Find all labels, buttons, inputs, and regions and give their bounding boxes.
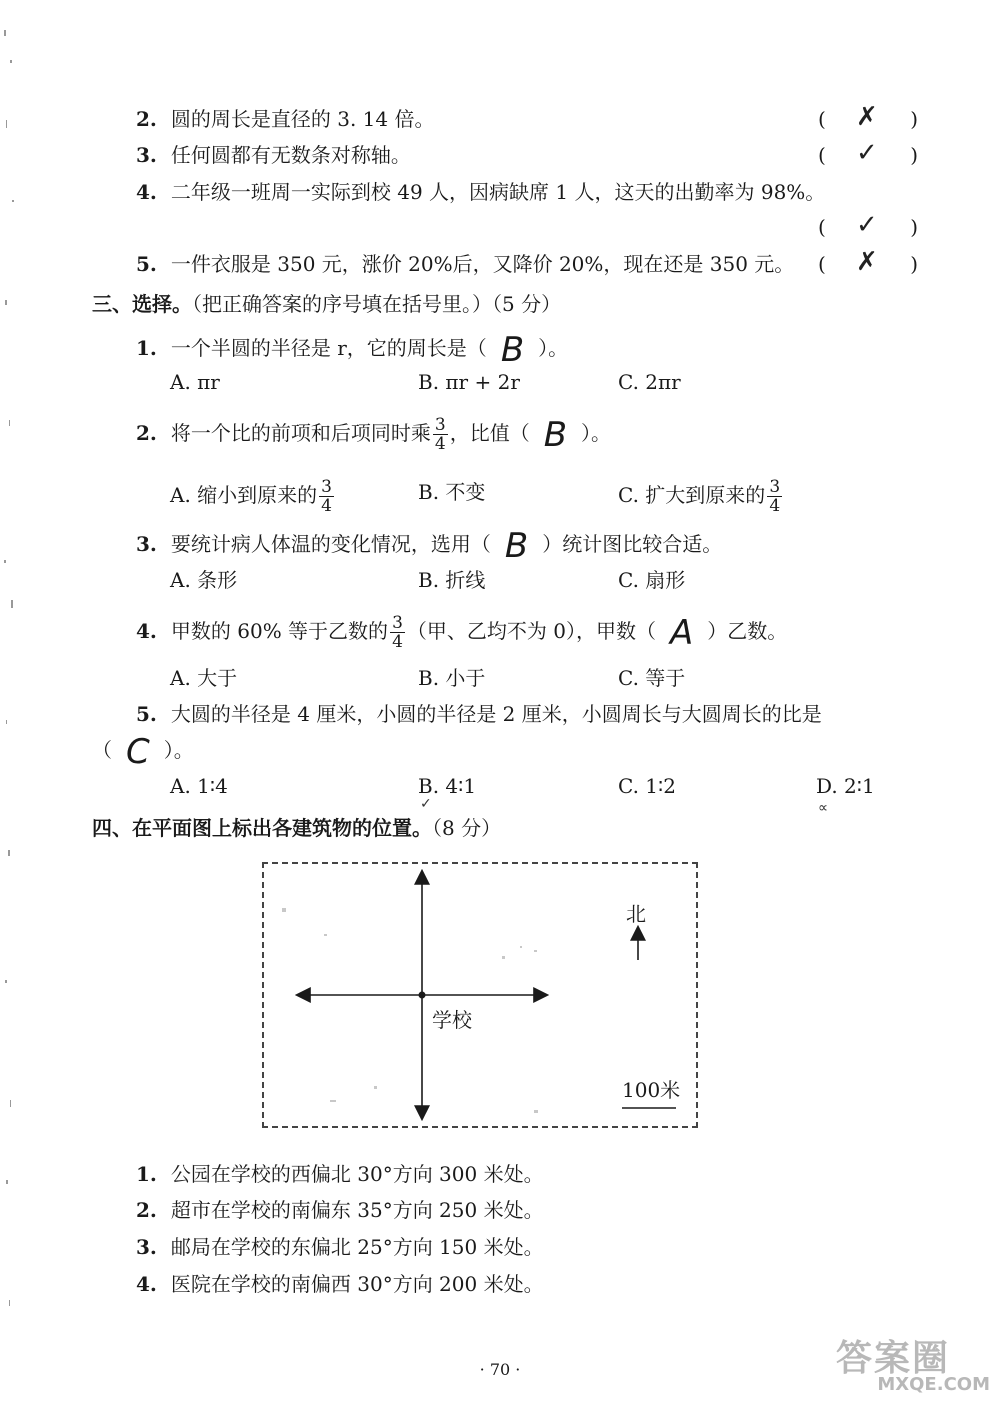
option-b: B. 4∶1: [418, 774, 477, 798]
question-text-mid: （甲、乙均不为 0），甲数（: [406, 619, 656, 643]
option-b: B. πr + 2r: [418, 370, 520, 394]
answer-parens: ( ✓ ): [818, 138, 918, 168]
option-a: A. 大于: [170, 666, 238, 690]
question-text-end: ）。: [581, 421, 612, 445]
watermark-site: MXQE.COM: [877, 1374, 990, 1395]
location-item-2: [136, 1196, 544, 1224]
answer-parens: ( ✓ ): [818, 210, 918, 240]
option-a: A. πr: [170, 370, 220, 394]
question-text-end: ）统计图比较合适。: [542, 532, 723, 556]
tf-item-3: [136, 141, 411, 169]
choice-question-2: [136, 416, 611, 453]
option-b: B. 折线: [418, 568, 486, 592]
small-pen-mark-icon: ✓: [420, 796, 432, 812]
item-number: 4.: [136, 1272, 157, 1296]
handwritten-answer: B: [504, 525, 529, 566]
section-title: 三、选择。: [92, 292, 192, 316]
item-number: 3.: [136, 1235, 157, 1259]
scan-edge-specks: [0, 0, 22, 1408]
option-c: C. 2πr: [618, 370, 681, 394]
item-text: 邮局在学校的东偏北 25°方向 150 米处。: [170, 1235, 544, 1259]
option-c: C. 扇形: [618, 568, 686, 592]
choice-question-5: [136, 700, 822, 728]
item-number: 3.: [136, 532, 157, 556]
item-number: 1.: [136, 1162, 157, 1186]
choice-question-1: [136, 329, 569, 370]
choice-question-3: [136, 525, 723, 566]
item-text: 公园在学校的西偏北 30°方向 300 米处。: [170, 1162, 544, 1186]
handwritten-answer: A: [669, 612, 694, 653]
north-label: 北: [626, 902, 646, 926]
section-note: （8 分）: [432, 816, 502, 840]
option-c: C. 1∶2: [618, 774, 676, 798]
handwritten-answer: C: [126, 731, 150, 772]
answer-parens: ( ✗ ): [818, 102, 918, 132]
tf-item-4: [136, 178, 825, 206]
item-text: 任何圆都有无数条对称轴。: [170, 143, 411, 167]
item-number: 2.: [136, 421, 157, 445]
option-a: A. 1∶4: [170, 774, 228, 798]
item-text: 二年级一班周一实际到校 49 人，因病缺席 1 人，这天的出勤率为 98%。: [170, 180, 826, 204]
question-text: 一个半圆的半径是 r，它的周长是（: [170, 336, 487, 360]
section-4-heading: [92, 814, 501, 842]
tf-item-2: [136, 105, 435, 133]
question-text: 甲数的 60% 等于乙数的: [170, 619, 389, 643]
item-text: 超市在学校的南偏东 35°方向 250 米处。: [170, 1198, 544, 1222]
question-text-end: ）。: [538, 336, 569, 360]
item-text: 圆的周长是直径的 3. 14 倍。: [170, 107, 435, 131]
scale-label: 100米: [622, 1078, 681, 1102]
option-b: B. 不变: [418, 480, 486, 504]
section-3-heading: [92, 290, 561, 318]
item-number: 3.: [136, 143, 157, 167]
option-a: A. 缩小到原来的 $\frac{3}{4}$: [170, 477, 332, 516]
item-text: 医院在学校的南偏西 30°方向 200 米处。: [170, 1272, 544, 1296]
question-text: （: [92, 738, 112, 762]
small-pen-mark-icon: ∝: [818, 800, 829, 816]
handwritten-answer: B: [500, 329, 525, 370]
location-item-4: [136, 1270, 544, 1298]
question-text: 要统计病人体温的变化情况，选用（: [170, 532, 491, 556]
option-b: B. 小于: [418, 666, 486, 690]
question-text-end: ）。: [163, 738, 194, 762]
school-label: 学校: [432, 1008, 472, 1032]
tf-item-5: [136, 250, 794, 278]
question-text: 大圆的半径是 4 厘米，小圆的半径是 2 厘米，小圆周长与大圆周长的比是: [170, 702, 822, 726]
cross-mark-icon: ✗: [856, 247, 878, 277]
position-map: [262, 862, 698, 1128]
question-text-end: ）乙数。: [707, 619, 788, 643]
check-mark-icon: ✓: [856, 138, 878, 168]
item-number: 4.: [136, 619, 157, 643]
option-c: C. 扩大到原来的 $\frac{3}{4}$: [618, 477, 781, 516]
option-a: A. 条形: [170, 568, 238, 592]
item-number: 1.: [136, 336, 157, 360]
fraction: $\frac{3}{4}$: [392, 613, 403, 652]
answer-parens: ( ✗ ): [818, 247, 918, 277]
section-note: （把正确答案的序号填在括号里。）（5 分）: [192, 292, 562, 316]
question-text-mid: ，比值（: [449, 421, 530, 445]
check-mark-icon: ✓: [856, 210, 878, 240]
watermark-logo: [810, 1330, 990, 1400]
item-number: 2.: [136, 107, 157, 131]
choice-question-5-line2: [92, 731, 194, 772]
item-number: 2.: [136, 1198, 157, 1222]
location-item-3: [136, 1233, 544, 1261]
handwritten-answer: B: [543, 414, 568, 455]
question-text: 将一个比的前项和后项同时乘: [170, 421, 431, 445]
watermark-title: 答案圈: [835, 1338, 950, 1379]
fraction: $\frac{3}{4}$: [434, 415, 446, 454]
page-number: · 70 ·: [479, 1360, 521, 1379]
option-c: C. 等于: [618, 666, 686, 690]
location-item-1: [136, 1160, 544, 1188]
cross-mark-icon: ✗: [856, 102, 878, 132]
item-number: 4.: [136, 180, 157, 204]
option-d: D. 2∶1: [816, 774, 875, 798]
section-title: 四、在平面图上标出各建筑物的位置。: [92, 816, 432, 840]
item-text: 一件衣服是 350 元，涨价 20%后，又降价 20%，现在还是 350 元。: [170, 252, 795, 276]
item-number: 5.: [136, 702, 157, 726]
item-number: 5.: [136, 252, 157, 276]
choice-question-4: [136, 614, 787, 651]
